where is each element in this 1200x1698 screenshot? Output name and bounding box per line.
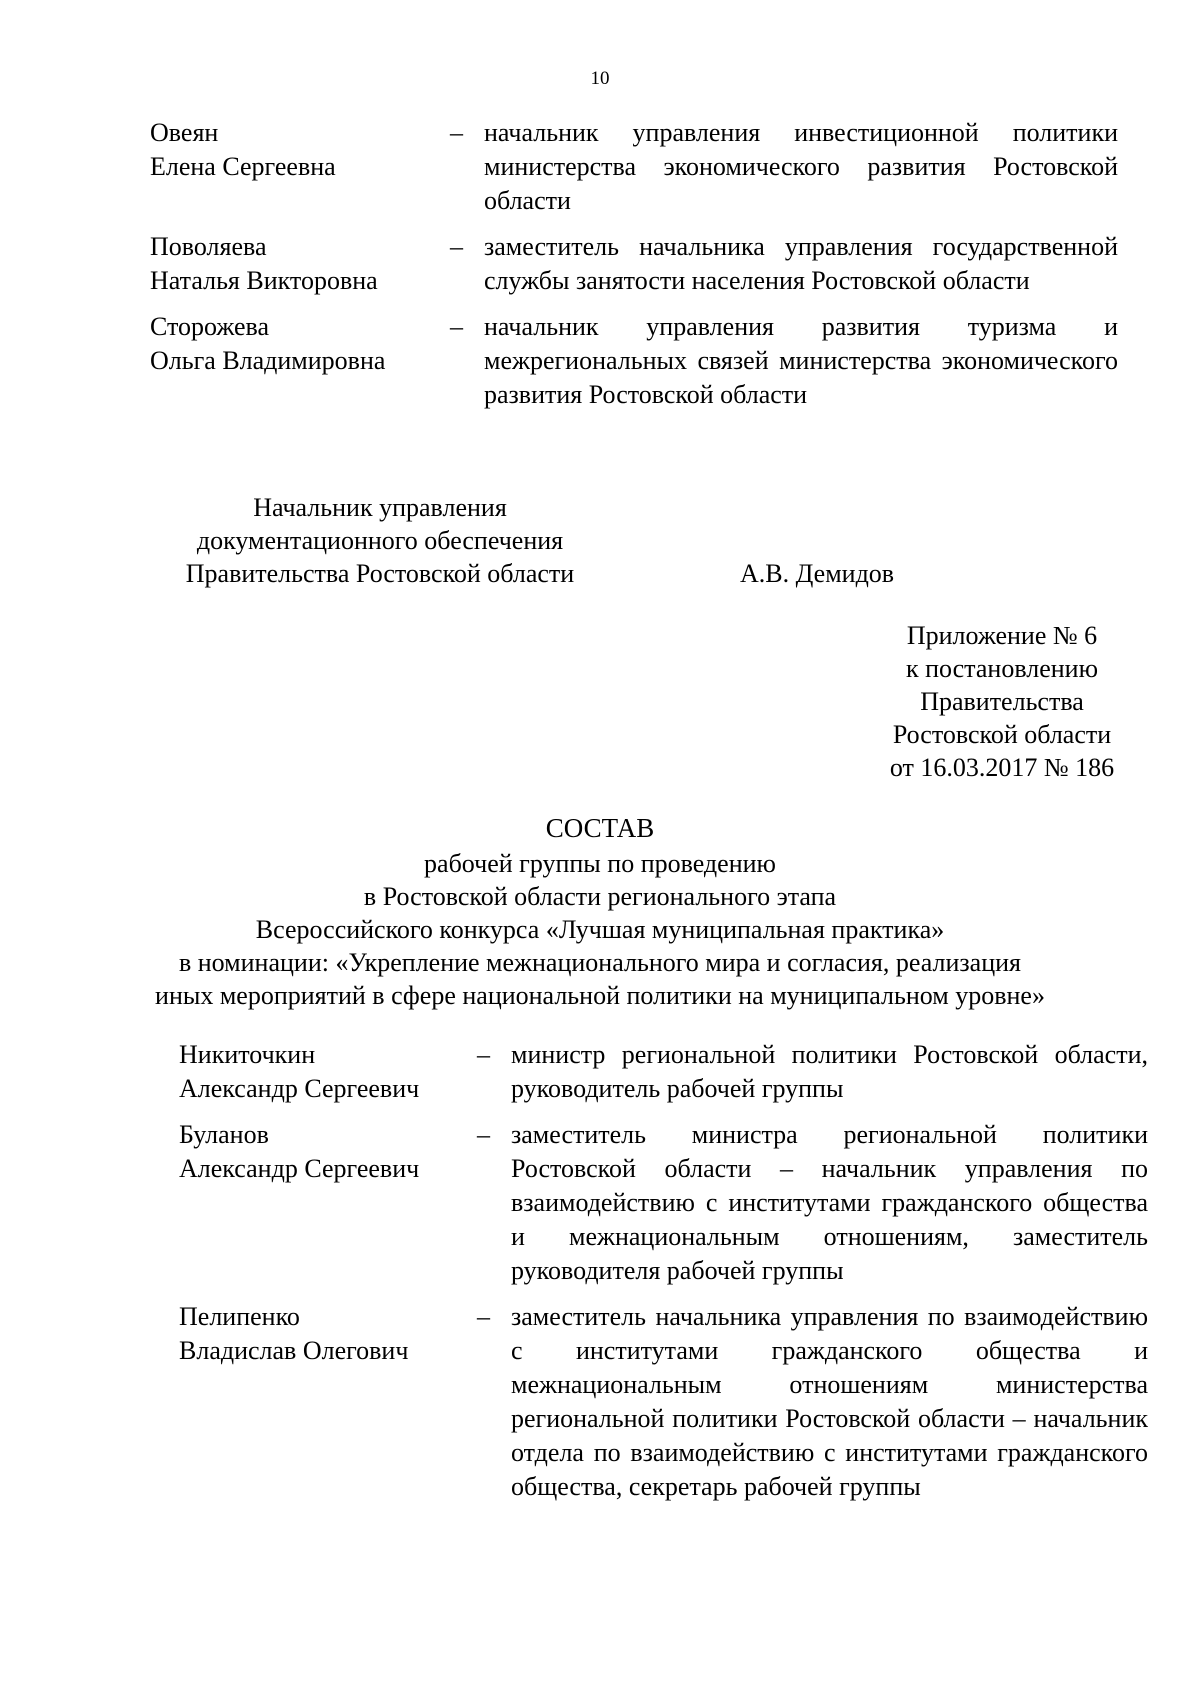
member-name [179, 1038, 477, 1106]
dash-separator: – [477, 1120, 490, 1149]
member-entry [150, 310, 1118, 412]
member-entry [179, 1118, 1148, 1288]
signatory-position-line: Начальник управления [253, 493, 507, 522]
document-heading [0, 812, 1200, 1012]
appendix-line: к постановлению [905, 654, 1099, 683]
member-role: заместитель министра региональной политики Ростовской области – начальник управления по взаимодействию с институтами гражданского общества и межнациональным отношениям, заместитель руководителя рабочей группы [511, 1120, 1148, 1285]
member-role: начальник управления инвестиционной политики министерства экономического развития Ростовской области [484, 118, 1118, 215]
signatory-name: А.В. Демидов [740, 559, 895, 588]
member-surname: Овеян [150, 118, 219, 147]
member-name [150, 230, 450, 298]
member-given-names: Елена Сергеевна [150, 152, 336, 181]
heading-line: Всероссийского конкурса «Лучшая муниципальная практика» [255, 915, 945, 944]
dash-separator: – [450, 232, 463, 261]
member-role: заместитель начальника управления государственной службы занятости населения Ростовской области [484, 232, 1118, 295]
appendix-header [852, 619, 1152, 784]
signatory-position-line: Правительства Ростовской области [185, 559, 575, 588]
member-given-names: Ольга Владимировна [150, 346, 386, 375]
member-surname: Буланов [179, 1120, 269, 1149]
members-list-top [150, 116, 1118, 424]
signature-block [150, 491, 910, 590]
member-given-names: Александр Сергеевич [179, 1074, 420, 1103]
signatory-position-line: документационного обеспечения [196, 526, 564, 555]
member-name [150, 310, 450, 412]
member-entry [179, 1038, 1148, 1106]
appendix-line: Правительства [920, 687, 1084, 716]
appendix-line: от 16.03.2017 № 186 [889, 753, 1115, 782]
appendix-line: Ростовской области [892, 720, 1112, 749]
appendix-line: Приложение № 6 [906, 621, 1098, 650]
member-entry [150, 230, 1118, 298]
member-role: заместитель начальника управления по взаимодействию с институтами гражданского общества и межнациональным отношениям министерства региональной политики Ростовской области – начальник отдела по взаимодействию с институтами гражданского общества, секретарь рабочей группы [511, 1302, 1148, 1501]
heading-line: в Ростовской области регионального этапа [363, 882, 837, 911]
member-surname: Никиточкин [179, 1040, 316, 1069]
page-number: 10 [590, 68, 610, 89]
member-entry [150, 116, 1118, 218]
member-surname: Пелипенко [179, 1302, 300, 1331]
member-given-names: Наталья Викторовна [150, 266, 378, 295]
dash-separator: – [450, 312, 463, 341]
member-role: начальник управления развития туризма и межрегиональных связей министерства экономического развития Ростовской области [484, 312, 1118, 409]
heading-line: в номинации: «Укрепление межнационального мира и согласия, реализация [178, 948, 1021, 977]
member-surname: Сторожева [150, 312, 270, 341]
member-name [179, 1300, 477, 1504]
signatory-position [150, 491, 610, 590]
member-name [150, 116, 450, 218]
member-entry [179, 1300, 1148, 1504]
heading-line: рабочей группы по проведению [424, 849, 776, 878]
dash-separator: – [477, 1302, 490, 1331]
member-surname: Поволяева [150, 232, 267, 261]
member-given-names: Александр Сергеевич [179, 1154, 420, 1183]
heading-line: иных мероприятий в сфере национальной политики на муниципальном уровне» [155, 981, 1045, 1010]
member-role: министр региональной политики Ростовской области, руководитель рабочей группы [511, 1040, 1148, 1103]
heading-title: СОСТАВ [545, 813, 655, 843]
dash-separator: – [450, 118, 463, 147]
member-given-names: Владислав Олегович [179, 1336, 409, 1365]
dash-separator: – [477, 1040, 490, 1069]
member-name [179, 1118, 477, 1288]
working-group-members [179, 1038, 1148, 1516]
